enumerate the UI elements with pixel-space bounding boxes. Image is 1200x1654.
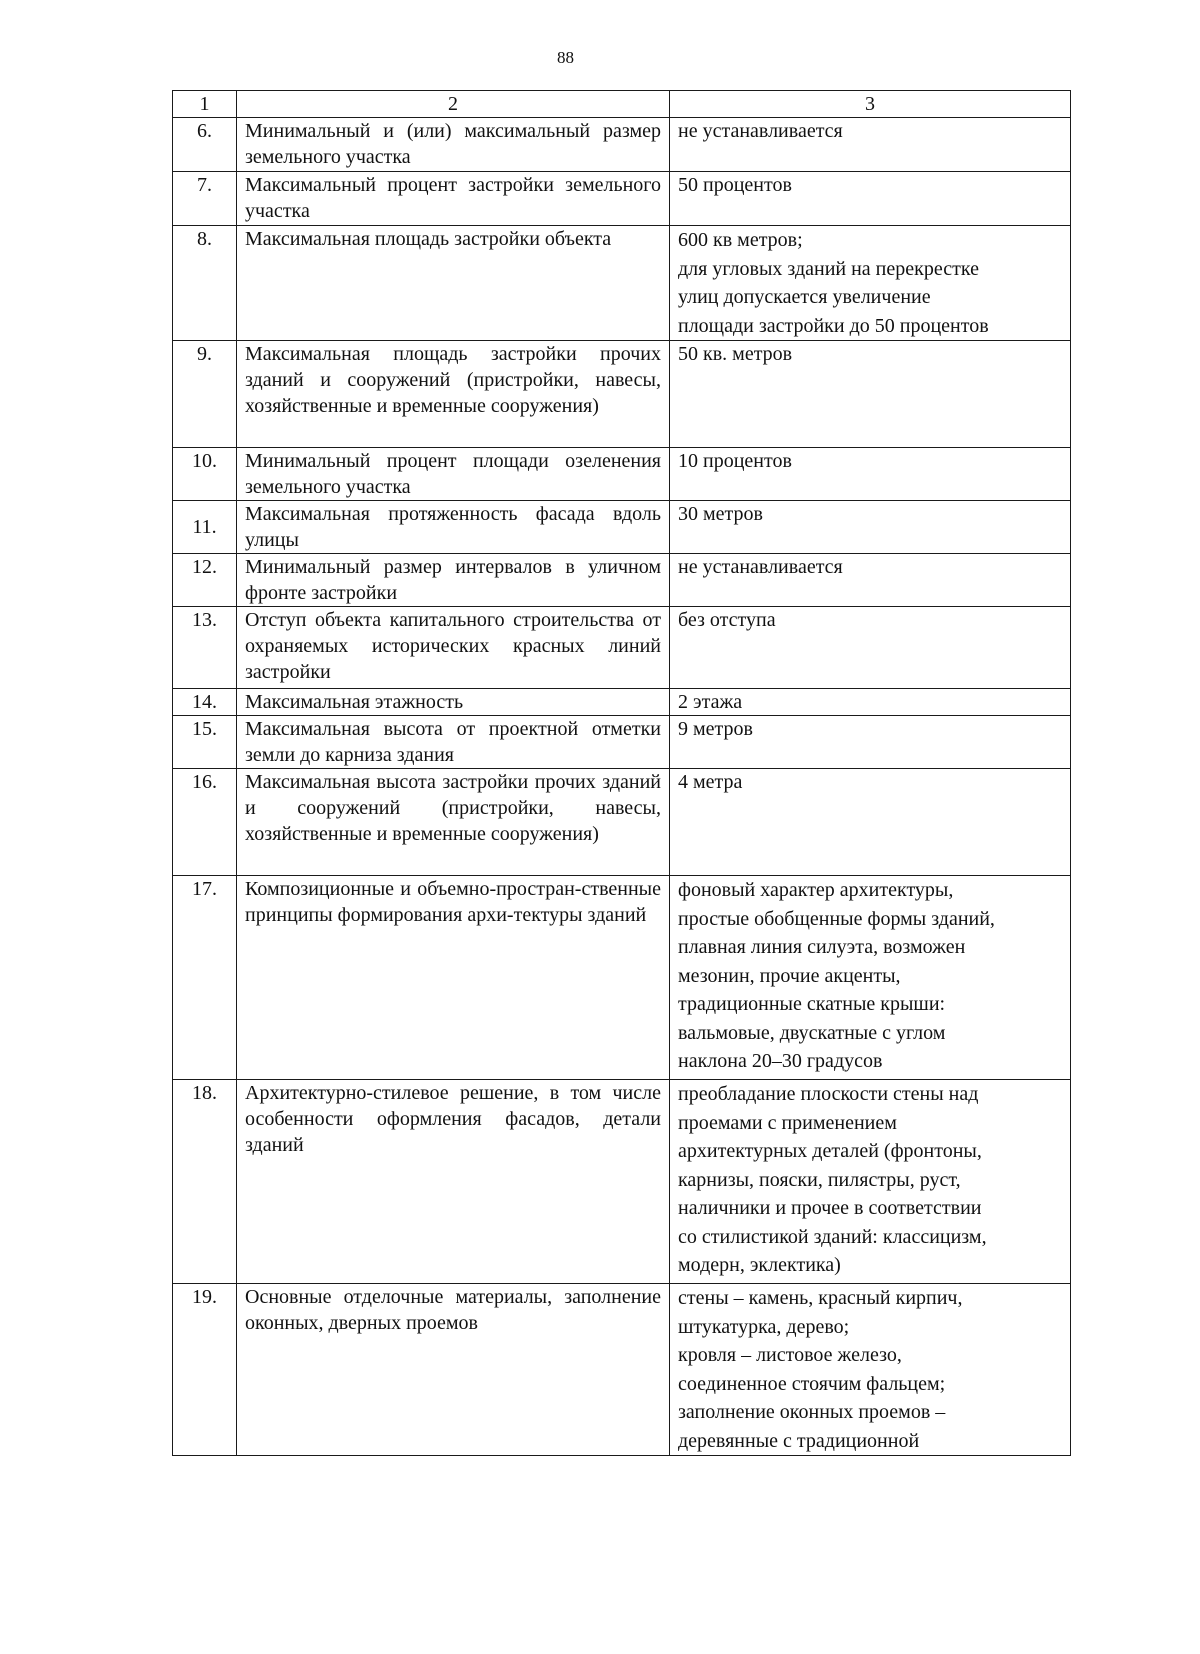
parameter-value-cell xyxy=(670,172,1071,226)
table-row xyxy=(173,341,1071,448)
row-number-cell: 6. xyxy=(173,118,237,172)
parameter-value-cell xyxy=(670,501,1071,554)
parameter-value-cell xyxy=(670,1080,1071,1284)
table-row xyxy=(173,554,1071,607)
parameter-name-text: Архитектурно-стилевое решение, в том числе особенности оформления фасадов, детали зданий xyxy=(245,1082,661,1156)
parameter-value-line: 4 метра xyxy=(678,771,743,793)
parameters-table xyxy=(172,90,1071,1456)
header-cell-number: 1 xyxy=(173,91,237,118)
table-row xyxy=(173,1284,1071,1456)
parameter-value-line: проемами с применением xyxy=(678,1111,897,1134)
parameter-name-cell xyxy=(237,1080,670,1284)
parameter-value-cell xyxy=(670,607,1071,689)
row-number-cell: 9. xyxy=(173,341,237,448)
parameter-value-cell xyxy=(670,448,1071,501)
header-cell-value: 3 xyxy=(670,91,1071,118)
table-row xyxy=(173,118,1071,172)
parameter-value-line: карнизы, пояски, пилястры, руст, xyxy=(678,1168,961,1191)
parameter-value-cell xyxy=(670,876,1071,1080)
parameter-value-line: модерн, эклектика) xyxy=(678,1254,841,1276)
row-number-cell: 19. xyxy=(173,1284,237,1456)
parameter-name-text: Максимальная высота от проектной отметки земли до карниза здания xyxy=(245,718,661,766)
table-row xyxy=(173,1080,1071,1284)
table-row xyxy=(173,689,1071,716)
header-cell-name: 2 xyxy=(237,91,670,118)
parameter-value-line: деревянные с традиционной xyxy=(678,1429,920,1452)
parameter-value-cell xyxy=(670,1284,1071,1456)
parameter-name-text: Отступ объекта капитального строительства от охраняемых исторических красных линий застройки xyxy=(245,609,661,683)
parameter-name-text: Максимальная площадь застройки объекта xyxy=(245,228,612,250)
parameter-value-line: соединенное стоячим фальцем; xyxy=(678,1372,946,1395)
table-row xyxy=(173,769,1071,876)
parameter-name-cell xyxy=(237,769,670,876)
parameter-value-cell xyxy=(670,716,1071,769)
parameter-name-cell xyxy=(237,607,670,689)
parameter-value-line: заполнение оконных проемов – xyxy=(678,1401,946,1423)
row-number-cell: 18. xyxy=(173,1080,237,1284)
parameter-value-line: площади застройки до 50 процентов xyxy=(678,314,989,337)
parameter-value-line: кровля – листовое железо, xyxy=(678,1344,902,1366)
parameter-value-line: 2 этажа xyxy=(678,691,743,713)
parameter-name-text: Основные отделочные материалы, заполнение оконных, дверных проемов xyxy=(245,1286,661,1334)
parameter-value-line: простые обобщенные формы зданий, xyxy=(678,907,995,930)
parameter-name-cell xyxy=(237,226,670,341)
parameter-value-line: улиц допускается увеличение xyxy=(678,286,931,308)
parameter-value-line: 9 метров xyxy=(678,718,753,740)
parameter-name-text: Максимальная площадь застройки прочих зданий и сооружений (пристройки, навесы, хозяйственные и временные сооружения) xyxy=(245,343,661,417)
parameter-name-cell xyxy=(237,1284,670,1456)
parameter-name-text: Минимальный размер интервалов в уличном фронте застройки xyxy=(245,556,661,604)
parameter-value-cell xyxy=(670,554,1071,607)
parameter-value-line: плавная линия силуэта, возможен xyxy=(678,936,966,958)
parameter-name-cell xyxy=(237,689,670,716)
row-number-cell: 10. xyxy=(173,448,237,501)
parameter-value-line: 30 метров xyxy=(678,503,763,525)
parameter-name-cell xyxy=(237,172,670,226)
row-number-cell: 11. xyxy=(173,501,237,554)
parameter-name-cell xyxy=(237,448,670,501)
parameter-value-line: 600 кв метров; xyxy=(678,229,803,251)
parameter-value-line: наличники и прочее в соответствии xyxy=(678,1197,982,1219)
parameter-value-line: преобладание плоскости стены над xyxy=(678,1083,979,1105)
parameter-name-text: Минимальный и (или) максимальный размер земельного участка xyxy=(245,120,661,168)
parameter-name-text: Максимальный процент застройки земельного участка xyxy=(245,174,661,222)
parameter-value-cell xyxy=(670,689,1071,716)
parameter-name-text: Максимальная протяженность фасада вдоль улицы xyxy=(245,503,661,551)
parameter-value-line: для угловых зданий на перекрестке xyxy=(678,257,979,280)
parameter-name-cell xyxy=(237,716,670,769)
parameter-name-cell xyxy=(237,554,670,607)
table-row xyxy=(173,716,1071,769)
parameter-name-cell xyxy=(237,876,670,1080)
parameter-value-cell xyxy=(670,226,1071,341)
parameter-name-cell xyxy=(237,118,670,172)
row-number-cell: 13. xyxy=(173,607,237,689)
parameter-value-line: 10 процентов xyxy=(678,450,792,472)
parameter-name-text: Максимальная высота застройки прочих зданий и сооружений (пристройки, навесы, хозяйственные и временные сооружения) xyxy=(245,771,661,845)
table-row xyxy=(173,448,1071,501)
row-number-cell: 16. xyxy=(173,769,237,876)
parameter-value-line: 50 кв. метров xyxy=(678,343,793,365)
parameter-name-text: Минимальный процент площади озеленения земельного участка xyxy=(245,450,661,498)
parameter-value-line: вальмовые, двускатные с углом xyxy=(678,1021,946,1044)
parameter-value-line: 50 процентов xyxy=(678,174,792,196)
row-number-cell: 15. xyxy=(173,716,237,769)
parameter-value-line: со стилистикой зданий: классицизм, xyxy=(678,1225,987,1248)
row-number-cell: 14. xyxy=(173,689,237,716)
row-number-cell: 17. xyxy=(173,876,237,1080)
parameter-value-line: традиционные скатные крыши: xyxy=(678,993,946,1015)
parameter-value-line: не устанавливается xyxy=(678,556,843,578)
table-row xyxy=(173,172,1071,226)
table-header-row xyxy=(173,91,1071,118)
parameter-value-cell xyxy=(670,341,1071,448)
row-number-cell: 7. xyxy=(173,172,237,226)
table-row xyxy=(173,501,1071,554)
page-number: 88 xyxy=(557,48,574,67)
parameter-name-text: Композиционные и объемно-простран-ственные принципы формирования архи-тектуры зданий xyxy=(245,878,661,926)
parameter-value-line: без отступа xyxy=(678,609,776,631)
parameter-value-cell xyxy=(670,769,1071,876)
parameter-value-line: стены – камень, красный кирпич, xyxy=(678,1287,963,1309)
parameter-value-line: не устанавливается xyxy=(678,120,843,142)
row-number-cell: 8. xyxy=(173,226,237,341)
table-row xyxy=(173,607,1071,689)
parameter-name-cell xyxy=(237,501,670,554)
parameter-value-line: мезонин, прочие акценты, xyxy=(678,964,901,987)
parameter-value-line: штукатурка, дерево; xyxy=(678,1315,850,1338)
row-number-cell: 12. xyxy=(173,554,237,607)
parameter-value-line: наклона 20–30 градусов xyxy=(678,1050,883,1072)
parameter-value-line: архитектурных деталей (фронтоны, xyxy=(678,1140,982,1162)
parameter-name-cell xyxy=(237,341,670,448)
parameter-value-line: фоновый характер архитектуры, xyxy=(678,879,954,901)
parameter-value-cell xyxy=(670,118,1071,172)
parameter-name-text: Максимальная этажность xyxy=(245,691,464,713)
table-row xyxy=(173,876,1071,1080)
table-row xyxy=(173,226,1071,341)
